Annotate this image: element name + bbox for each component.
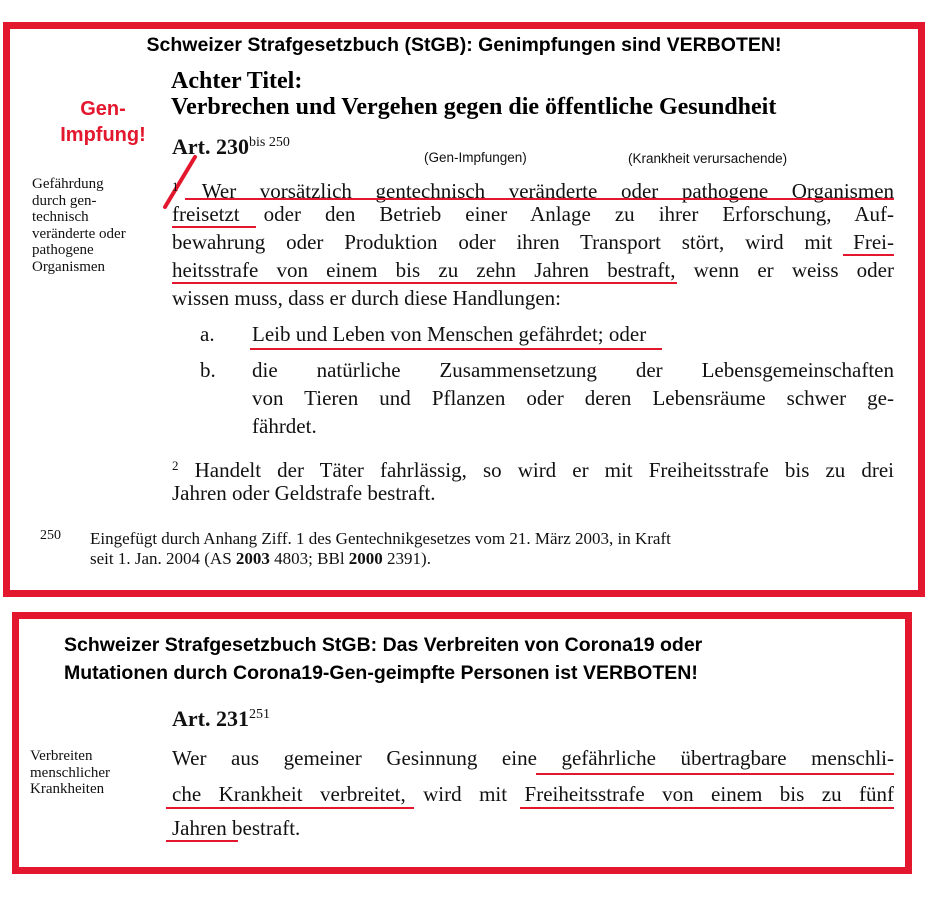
title-line-2: Verbrechen und Vergehen gegen die öffentliche Gesundheit	[171, 94, 777, 120]
para1-line-2: freisetzt oder den Betrieb einer Anlage zu ihrer Erforschung, Auf-	[172, 202, 894, 226]
item-b-line-3: fährdet.	[252, 414, 317, 438]
underline-freiheitsstrafe	[520, 807, 894, 809]
art231-line-2: che Krankheit verbreitet, wird mit Freiheitsstrafe von einem bis zu fünf	[172, 782, 894, 806]
para1-line-4: heitsstrafe von einem bis zu zehn Jahren bestraft, wenn er weiss oder	[172, 258, 894, 282]
para1-line-1	[172, 173, 895, 203]
panel1-heading: Schweizer Strafgesetzbuch (StGB): Genimpfungen sind VERBOTEN!	[146, 34, 782, 56]
para2-line-1	[172, 452, 895, 482]
annotation-gen-impfungen: (Gen-Impfungen)	[424, 150, 527, 165]
underline-krankheit-verbreitet	[166, 807, 414, 809]
margin-line: Gefährdung	[32, 176, 104, 192]
para1-line-3: bewahrung oder Produktion oder ihren Transport stört, wird mit Frei-	[172, 230, 894, 254]
para2-line-2: Jahren oder Geldstrafe bestraft.	[172, 481, 436, 505]
para1-line-5: wissen muss, dass er durch diese Handlungen:	[172, 286, 562, 310]
para1-line-1-text: Wer vorsätzlich gentechnisch veränderte oder pathogene Organismen	[201, 179, 895, 203]
underline-jahren	[166, 840, 238, 842]
item-b-line-1: die natürliche Zusammensetzung der Lebensgemeinschaften	[252, 358, 894, 382]
annotation-krankheit: (Krankheit verursachende)	[628, 151, 788, 166]
margin-line: durch gen-	[32, 192, 97, 209]
underline-heitsstrafe	[172, 282, 677, 284]
para2-number: 2	[172, 458, 179, 473]
margin-line: menschlicher	[30, 764, 110, 781]
underline-gefaehrliche	[536, 773, 894, 775]
margin-note-231	[30, 748, 110, 798]
margin-line: Verbreiten	[30, 748, 93, 764]
gen-impfung-line-1: Gen-	[80, 98, 126, 120]
footnote-number: 250	[40, 528, 61, 543]
para2-line-1-text: Handelt der Täter fahrlässig, so wird er mit Freiheitsstrafe bis zu drei	[194, 458, 895, 482]
item-b-line-2: von Tieren und Pflanzen oder deren Lebensräume schwer ge-	[252, 386, 894, 410]
item-b-label: b.	[200, 358, 216, 382]
article-231-label: Art. $231^{251}$	[172, 706, 270, 731]
panel2-heading-line-1: Schweizer Strafgesetzbuch StGB: Das Verbreiten von Corona19 oder	[64, 634, 703, 656]
margin-line: pathogene	[32, 242, 94, 258]
footnote-line-2: seit 1. Jan. 2004 (AS 2003 4803; BBl 2000 2391).	[90, 549, 431, 568]
underline-frei	[843, 254, 894, 256]
gen-impfung-line-2: Impfung!	[60, 124, 146, 146]
underline-item-a	[250, 348, 662, 350]
margin-line: Krankheiten	[30, 781, 105, 797]
footnote-line-1: Eingefügt durch Anhang Ziff. 1 des Gentechnikgesetzes vom 21. März 2003, in Kraft	[90, 529, 671, 548]
margin-note-230	[32, 176, 126, 275]
item-a-label: a.	[200, 322, 215, 346]
margin-line: veränderte oder	[32, 225, 126, 242]
margin-line: Organismen	[32, 258, 106, 275]
underline-freisetzt	[172, 226, 256, 228]
title-line-1: Achter Titel:	[171, 68, 303, 94]
art231-line-3: Jahren bestraft.	[172, 816, 301, 840]
item-a-text: Leib und Leben von Menschen gefährdet; oder	[252, 322, 647, 346]
underline-para1-line1	[185, 198, 894, 200]
panel2-heading-line-2: Mutationen durch Corona19-Gen-geimpfte Personen ist VERBOTEN!	[64, 662, 698, 684]
para1-number: 1	[172, 179, 179, 194]
article-230-label: Art. $230^{bis 250}$	[172, 134, 290, 159]
margin-line: technisch	[32, 209, 89, 225]
art231-line-1: Wer aus gemeiner Gesinnung eine gefährliche übertragbare menschli-	[172, 746, 894, 770]
